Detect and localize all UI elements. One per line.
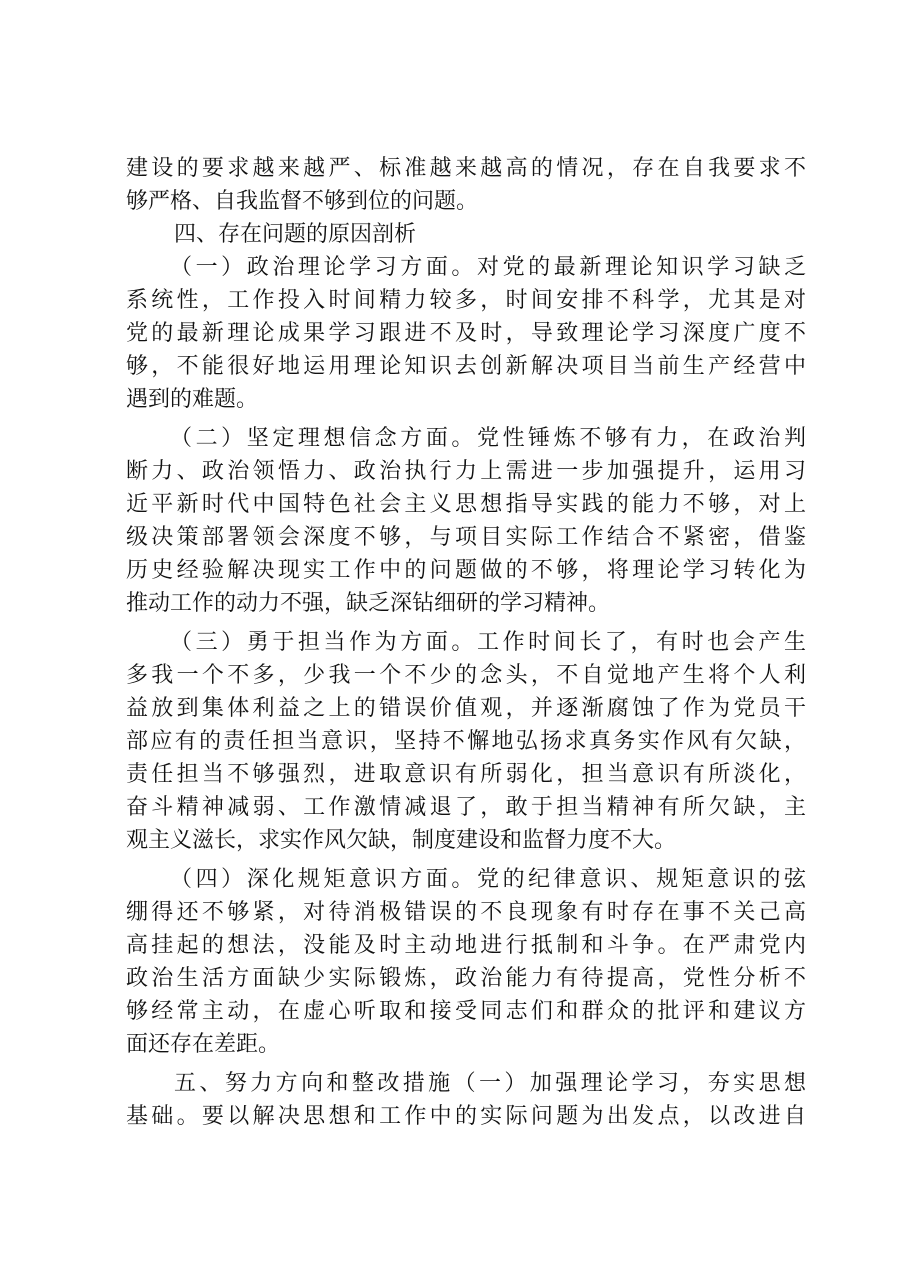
text-line: 够经常主动，在虚心听取和接受同志们和群众的批评和建议方: [126, 999, 806, 1024]
text-line: 奋斗精神减弱、工作激情减退了，敢于担当精神有所欠缺，主: [126, 795, 806, 820]
paragraph-1: [126, 251, 806, 416]
text-line: 断力、政治领悟力、政治执行力上需进一步加强提升，运用习: [126, 459, 806, 484]
paragraph-3: [126, 626, 806, 857]
text-line: 多我一个不多，少我一个不少的念头，不自觉地产生将个人利: [126, 663, 806, 688]
text-line: 责任担当不够强烈，进取意识有所弱化，担当意识有所淡化，: [126, 762, 806, 787]
paragraph-2: [126, 422, 806, 620]
text-line: 面还存在差距。: [126, 1032, 281, 1057]
text-line: 历史经验解决现实工作中的问题做的不够，将理论学习转化为: [126, 558, 806, 583]
section-4-heading: 四、存在问题的原因剖析: [174, 222, 417, 247]
text-line: 观主义滋长，求实作风欠缺，制度建设和监督力度不大。: [126, 828, 677, 853]
text-line: 益放到集体利益之上的错误价值观，并逐渐腐蚀了作为党员干: [126, 696, 806, 721]
text-line: 建设的要求越来越严、标准越来越高的情况，存在自我要求不: [126, 156, 806, 181]
text-line: （四）深化规矩意识方面。党的纪律意识、规矩意识的弦: [170, 867, 806, 892]
text-line: 绷得还不够紧，对待消极错误的不良现象有时存在事不关己高: [126, 900, 806, 925]
text-line: 党的最新理论成果学习跟进不及时，导致理论学习深度广度不: [126, 321, 806, 346]
text-line: 部应有的责任担当意识，坚持不懈地弘扬求真务实作风有欠缺，: [126, 729, 806, 754]
text-line: 级决策部署领会深度不够，与项目实际工作结合不紧密，借鉴: [126, 525, 806, 550]
intro-paragraph: [126, 152, 806, 218]
paragraph-5: [126, 1067, 806, 1133]
document-body: [126, 152, 806, 1133]
text-line: 够严格、自我监督不够到位的问题。: [126, 189, 479, 214]
text-line: （三）勇于担当作为方面。工作时间长了，有时也会产生: [170, 630, 806, 655]
text-line: （二）坚定理想信念方面。党性锤炼不够有力，在政治判: [170, 426, 806, 451]
text-line: （一）政治理论学习方面。对党的最新理论知识学习缺乏: [170, 255, 806, 280]
text-line: 高挂起的想法，没能及时主动地进行抵制和斗争。在严肃党内: [126, 933, 806, 958]
text-line: 系统性，工作投入时间精力较多，时间安排不科学，尤其是对: [126, 288, 806, 313]
text-line: 推动工作的动力不强，缺乏深钻细研的学习精神。: [126, 591, 611, 616]
text-line: 五、努力方向和整改措施（一）加强理论学习，夯实思想: [174, 1071, 806, 1096]
text-line: 政治生活方面缺少实际锻炼，政治能力有待提高，党性分析不: [126, 966, 806, 991]
text-line: 遇到的难题。: [126, 387, 259, 412]
text-line: 近平新时代中国特色社会主义思想指导实践的能力不够，对上: [126, 492, 806, 517]
paragraph-4: [126, 863, 806, 1061]
section-heading: [126, 218, 806, 251]
text-line: 基础。要以解决思想和工作中的实际问题为出发点，以改进自: [126, 1104, 806, 1129]
text-line: 够，不能很好地运用理论知识去创新解决项目当前生产经营中: [126, 354, 806, 379]
